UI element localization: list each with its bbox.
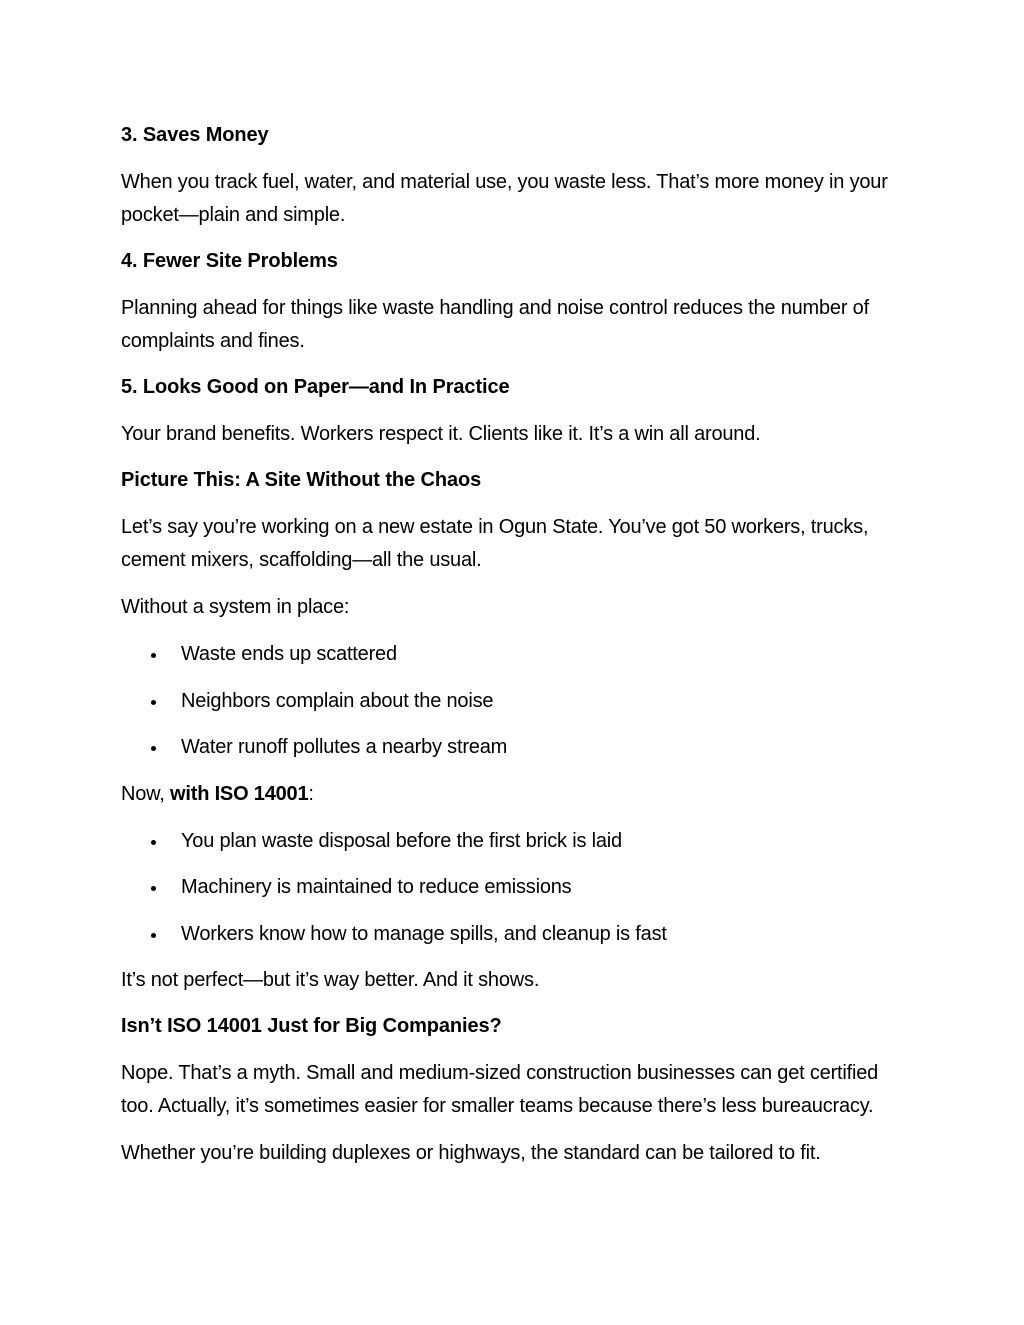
bullet-icon (151, 840, 156, 845)
list-item (121, 731, 911, 764)
list-item (121, 685, 911, 718)
bullet-icon (151, 700, 156, 705)
list-item-text: Machinery is maintained to reduce emissions (181, 876, 572, 898)
list-item (121, 638, 911, 671)
bullet-icon (151, 746, 156, 751)
heading-fewer-site-problems: 4. Fewer Site Problems (121, 250, 338, 272)
list-item-text: Workers know how to manage spills, and cleanup is fast (181, 922, 667, 945)
list-item-text: Waste ends up scattered (181, 643, 397, 665)
list-item-text: Water runoff pollutes a nearby stream (181, 736, 508, 758)
paragraph-picture-this-intro: Let’s say you’re working on a new estate in Ogun State. You’ve got 50 workers, trucks, cement mixers, scaffolding—all the usual. (121, 516, 869, 571)
paragraph-conclusion: It’s not perfect—but it’s way better. And it shows. (121, 969, 540, 991)
heading-saves-money: 3. Saves Money (121, 124, 269, 146)
list-item (121, 871, 911, 904)
list-item-text: Neighbors complain about the noise (181, 689, 494, 712)
with-iso-prefix: Now, (121, 782, 171, 805)
paragraph-fewer-site-problems: Planning ahead for things like waste handling and noise control reduces the number of complaints and fines. (121, 297, 869, 352)
document-page (121, 120, 911, 1184)
bullet-icon (151, 933, 156, 938)
list-item (121, 825, 911, 858)
paragraph-looks-good: Your brand benefits. Workers respect it. Clients like it. It’s a win all around. (121, 423, 761, 445)
with-iso-bold: with ISO 14001 (170, 782, 309, 805)
heading-looks-good: 5. Looks Good on Paper—and In Practice (121, 376, 510, 398)
bullet-icon (151, 653, 156, 658)
heading-big-companies: Isn’t ISO 14001 Just for Big Companies? (121, 1015, 502, 1037)
list-item-text: You plan waste disposal before the first brick is laid (181, 829, 622, 852)
paragraph-saves-money: When you track fuel, water, and material use, you waste less. That’s more money in your pocket—plain and simple. (121, 171, 888, 226)
paragraph-big-companies-1: Nope. That’s a myth. Small and medium-sized construction businesses can get certified too. Actually, it’s sometimes easier for smaller teams because there’s less bureaucracy. (121, 1062, 879, 1117)
paragraph-big-companies-2: Whether you’re building duplexes or highways, the standard can be tailored to fit. (121, 1142, 821, 1164)
with-iso-suffix: : (308, 782, 314, 805)
list-without-system (121, 638, 911, 764)
list-with-iso (121, 825, 911, 951)
list-item (121, 918, 911, 951)
paragraph-without-system: Without a system in place: (121, 596, 350, 618)
paragraph-with-iso (121, 778, 911, 811)
heading-picture-this: Picture This: A Site Without the Chaos (121, 469, 482, 491)
bullet-icon (151, 886, 156, 891)
